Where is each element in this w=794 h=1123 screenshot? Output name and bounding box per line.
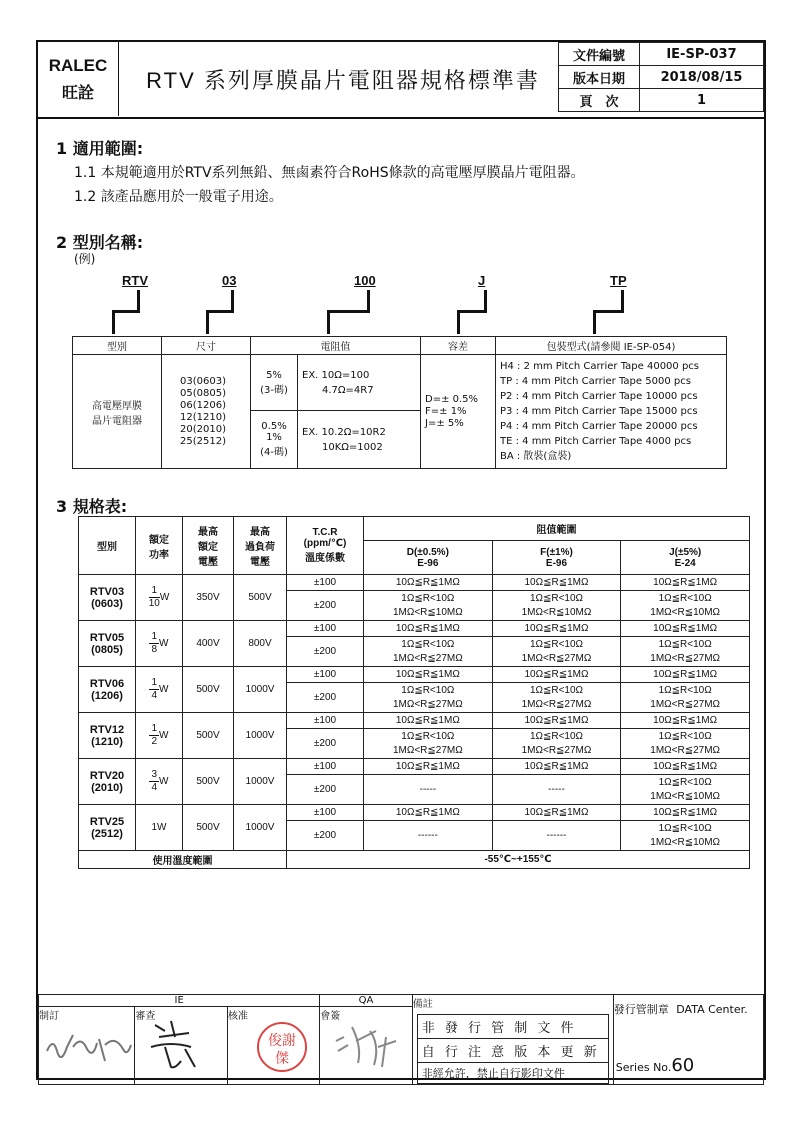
- range-cell: 10Ω≦R≦1MΩ: [364, 667, 493, 683]
- spec-body: [79, 575, 750, 851]
- hdr-max-overload: 最高 過負荷 電壓: [234, 517, 287, 575]
- row-tcr: ±100: [287, 575, 364, 591]
- range-cell: 1Ω≦R<10Ω 1MΩ<R≦27MΩ: [621, 637, 750, 667]
- row-tcr: ±200: [287, 821, 364, 851]
- connector: [484, 290, 487, 312]
- row-max-voltage: 350V: [183, 575, 234, 621]
- range-cell: 10Ω≦R≦1MΩ: [621, 575, 750, 591]
- control-stamp: [417, 1014, 609, 1084]
- row-power: [136, 759, 183, 805]
- range-cell: 1Ω≦R<10Ω 1MΩ<R≦10MΩ: [492, 591, 621, 621]
- section-1-line-2: 1.2 該產品應用於一般電子用途。: [74, 189, 283, 205]
- svg-text:俊謝: 俊謝: [267, 1033, 296, 1049]
- section-1-line-1: 1.1 本規範適用於RTV系列無鉛、無鹵素符合RoHS條款的高電壓厚膜晶片電阻器。: [74, 165, 585, 181]
- power-fraction: [149, 723, 159, 748]
- range-cell: 1Ω≦R<10Ω 1MΩ<R≦27MΩ: [364, 729, 493, 759]
- footer-series: [616, 1055, 695, 1076]
- row-max-voltage: 500V: [183, 713, 234, 759]
- code-resistance: 100: [354, 273, 376, 288]
- row-max-overload: 1000V: [234, 713, 287, 759]
- packaging-item: TP : 4 mm Pitch Carrier Tape 5000 pcs: [500, 376, 691, 387]
- row-type: RTV12 (1210): [79, 713, 136, 759]
- row-tcr: ±100: [287, 805, 364, 821]
- connector: [206, 310, 234, 313]
- packaging-item: BA : 散裝(盒裝): [500, 451, 572, 462]
- power-denominator: 8: [151, 644, 158, 655]
- power-numerator: 1: [151, 631, 158, 642]
- range-cell: 10Ω≦R≦1MΩ: [364, 575, 493, 591]
- connector: [367, 290, 370, 312]
- range-cell: 10Ω≦R≦1MΩ: [621, 667, 750, 683]
- connector: [206, 310, 209, 334]
- footer-sign: 會簽: [320, 1011, 341, 1022]
- series-label: Series No.: [615, 1061, 672, 1074]
- range-cell: 1Ω≦R<10Ω 1MΩ<R≦27MΩ: [492, 683, 621, 713]
- footer-made-cell: [39, 1007, 135, 1085]
- power-fraction: [149, 585, 160, 610]
- range-cell: ------: [364, 821, 493, 851]
- hdr-type: 型別: [79, 517, 136, 575]
- range-cell: 10Ω≦R≦1MΩ: [492, 621, 621, 637]
- code-type: RTV: [122, 273, 148, 288]
- col-header-size: 尺寸: [162, 337, 251, 355]
- footer-review-cell: [135, 1007, 227, 1085]
- footer-approve: 核准: [227, 1011, 248, 1022]
- power-denominator: 2: [151, 736, 158, 747]
- power-fraction: [149, 677, 159, 702]
- range-cell: ------: [492, 821, 621, 851]
- code-tolerance: J: [478, 273, 486, 288]
- example-label: (例): [74, 252, 96, 266]
- row-power: [136, 713, 183, 759]
- row-tcr: ±200: [287, 775, 364, 805]
- range-cell: 10Ω≦R≦1MΩ: [621, 759, 750, 775]
- footer-review: 審查: [135, 1011, 156, 1022]
- spec-row-tcr100: [79, 805, 750, 821]
- section-1-title: 1 適用範圍:: [56, 139, 144, 158]
- section-2-title: 2 型別名稱:: [56, 233, 144, 252]
- row-tcr: ±100: [287, 713, 364, 729]
- connector: [327, 310, 330, 334]
- res-1-example: EX. 10.2Ω=10R2 10KΩ=1002: [298, 411, 421, 469]
- hdr-d: D(±0.5%) E-96: [364, 541, 493, 575]
- series-number: 60: [671, 1055, 695, 1076]
- power-denominator: 10: [148, 598, 160, 609]
- row-tcr: ±100: [287, 667, 364, 683]
- connector: [137, 290, 140, 312]
- range-cell: 1Ω≦R<10Ω 1MΩ<R≦10MΩ: [621, 591, 750, 621]
- connector: [593, 310, 624, 313]
- row-max-overload: 800V: [234, 621, 287, 667]
- svg-text:傑: 傑: [274, 1051, 289, 1067]
- spec-table: [78, 516, 750, 869]
- footer-issue: 發行管制章: [613, 1003, 669, 1016]
- row-max-voltage: 500V: [183, 667, 234, 713]
- signature-made: [43, 1021, 133, 1071]
- connector: [457, 310, 487, 313]
- packaging-item: H4 : 2 mm Pitch Carrier Tape 40000 pcs: [500, 361, 700, 372]
- power-unit: W: [159, 776, 169, 788]
- col-header-resistance: 電阻值: [251, 337, 421, 355]
- row-tcr: ±200: [287, 591, 364, 621]
- range-cell: 10Ω≦R≦1MΩ: [492, 575, 621, 591]
- row-type: RTV20 (2010): [79, 759, 136, 805]
- res-5-percent: 5% (3-碼): [251, 355, 298, 411]
- row-type: RTV03 (0603): [79, 575, 136, 621]
- hdr-resistance-range: 阻值範圍: [364, 517, 750, 541]
- footer-table: [38, 994, 764, 1085]
- meta-label: 版本日期: [559, 66, 640, 89]
- model-code-table: [72, 336, 727, 469]
- hdr-tcr: T.C.R (ppm/℃) 溫度係數: [287, 517, 364, 575]
- header-divider: [36, 117, 766, 119]
- row-type: RTV05 (0805): [79, 621, 136, 667]
- range-cell: 1Ω≦R<10Ω 1MΩ<R≦27MΩ: [621, 683, 750, 713]
- row-max-voltage: 500V: [183, 759, 234, 805]
- row-max-voltage: 500V: [183, 805, 234, 851]
- signature-review: [141, 1017, 221, 1073]
- footer-datacenter: DATA Center.: [676, 1003, 748, 1016]
- range-cell: 10Ω≦R≦1MΩ: [364, 759, 493, 775]
- spec-row-tcr100: [79, 621, 750, 637]
- power-fraction: [149, 769, 159, 794]
- col-header-type: 型別: [73, 337, 162, 355]
- hdr-max-voltage: 最高 額定 電壓: [183, 517, 234, 575]
- connector: [457, 310, 460, 334]
- range-cell: 1Ω≦R<10Ω 1MΩ<R≦10MΩ: [364, 591, 493, 621]
- row-power: [136, 621, 183, 667]
- packaging-list: [496, 355, 727, 469]
- power-unit: W: [159, 730, 169, 742]
- packaging-item: P2 : 4 mm Pitch Carrier Tape 10000 pcs: [500, 391, 698, 402]
- range-cell: 10Ω≦R≦1MΩ: [621, 713, 750, 729]
- res-5-example: EX. 10Ω=100 4.7Ω=4R7: [298, 355, 421, 411]
- range-cell: 10Ω≦R≦1MΩ: [621, 805, 750, 821]
- spec-row-tcr100: [79, 575, 750, 591]
- footer-made: 制訂: [39, 1011, 59, 1022]
- footer-sign-cell: [320, 1007, 412, 1085]
- row-max-overload: 500V: [234, 575, 287, 621]
- row-max-overload: 1000V: [234, 759, 287, 805]
- row-power: [136, 805, 183, 851]
- spec-row-tcr100: [79, 713, 750, 729]
- stamp-line-2: 自 行 注 意 版 本 更 新: [418, 1039, 608, 1063]
- footer-approve-cell: [227, 1007, 319, 1085]
- connector: [593, 310, 596, 334]
- power-numerator: 1: [149, 585, 160, 598]
- connector: [621, 290, 624, 312]
- packaging-item: P3 : 4 mm Pitch Carrier Tape 15000 pcs: [500, 406, 698, 417]
- footer-ie: IE: [39, 995, 320, 1007]
- hdr-power: 額定 功率: [136, 517, 183, 575]
- meta-value: 1: [640, 89, 764, 112]
- footer-remarks: 備註: [412, 999, 433, 1010]
- range-cell: 1Ω≦R<10Ω 1MΩ<R≦10MΩ: [621, 775, 750, 805]
- res-1-percent: 0.5% 1% (4-碼): [251, 411, 298, 469]
- size-list: 03(0603) 05(0805) 06(1206) 12(1210) 20(2010) 25(2512): [162, 355, 251, 469]
- row-max-voltage: 400V: [183, 621, 234, 667]
- temp-value: -55℃~+155℃: [287, 851, 750, 869]
- power-unit: W: [159, 684, 169, 696]
- power-numerator: 1: [151, 677, 158, 688]
- row-max-overload: 1000V: [234, 667, 287, 713]
- range-cell: -----: [364, 775, 493, 805]
- stamp-line-3: 非經允許，禁止自行影印文件: [421, 1067, 565, 1080]
- meta-label: 文件編號: [559, 43, 640, 66]
- packaging-item: TE : 4 mm Pitch Carrier Tape 4000 pcs: [500, 436, 692, 447]
- range-cell: 1Ω≦R<10Ω 1MΩ<R≦27MΩ: [621, 729, 750, 759]
- meta-value: IE-SP-037: [640, 43, 764, 66]
- col-header-packaging: 包裝型式(請參閱 IE-SP-054): [496, 337, 727, 355]
- row-type: RTV06 (1206): [79, 667, 136, 713]
- document-meta: [558, 42, 764, 112]
- row-power: [136, 667, 183, 713]
- col-header-tolerance: 容差: [421, 337, 496, 355]
- meta-value: 2018/08/15: [640, 66, 764, 89]
- type-name: 高電壓厚膜 晶片電阻器: [73, 355, 162, 469]
- row-tcr: ±100: [287, 759, 364, 775]
- power-denominator: 4: [151, 690, 158, 701]
- range-cell: 1Ω≦R<10Ω 1MΩ<R≦27MΩ: [492, 729, 621, 759]
- packaging-item: P4 : 4 mm Pitch Carrier Tape 20000 pcs: [500, 421, 698, 432]
- document-title: RTV 系列厚膜晶片電阻器規格標準書: [146, 67, 540, 93]
- row-tcr: ±200: [287, 683, 364, 713]
- range-cell: 1Ω≦R<10Ω 1MΩ<R≦27MΩ: [492, 637, 621, 667]
- hdr-j: J(±5%) E-24: [621, 541, 750, 575]
- row-tcr: ±100: [287, 621, 364, 637]
- document-header: [36, 40, 766, 118]
- power-unit: 1W: [151, 822, 167, 833]
- range-cell: 10Ω≦R≦1MΩ: [492, 805, 621, 821]
- connector: [327, 310, 370, 313]
- code-size: 03: [222, 273, 237, 288]
- company-logo: RALEC 旺詮: [38, 42, 119, 116]
- hdr-f: F(±1%) E-96: [492, 541, 621, 575]
- spec-row-tcr100: [79, 759, 750, 775]
- meta-label: 頁 次: [559, 89, 640, 112]
- footer-qa: QA: [320, 995, 412, 1007]
- row-power: [136, 575, 183, 621]
- range-cell: 10Ω≦R≦1MΩ: [492, 667, 621, 683]
- range-cell: 10Ω≦R≦1MΩ: [492, 759, 621, 775]
- section-3-title: 3 規格表:: [56, 497, 128, 516]
- power-numerator: 3: [151, 769, 158, 780]
- footer-remarks-cell: [412, 995, 613, 1085]
- range-cell: 10Ω≦R≦1MΩ: [492, 713, 621, 729]
- spec-row-tcr100: [79, 667, 750, 683]
- range-cell: 10Ω≦R≦1MΩ: [621, 621, 750, 637]
- connector: [112, 310, 115, 334]
- power-numerator: 1: [151, 723, 158, 734]
- range-cell: 10Ω≦R≦1MΩ: [364, 805, 493, 821]
- range-cell: -----: [492, 775, 621, 805]
- power-fraction: [149, 631, 159, 656]
- range-cell: 10Ω≦R≦1MΩ: [364, 713, 493, 729]
- row-tcr: ±200: [287, 637, 364, 667]
- tolerance-list: D=± 0.5% F=± 1% J=± 5%: [421, 355, 496, 469]
- range-cell: 10Ω≦R≦1MΩ: [364, 621, 493, 637]
- row-tcr: ±200: [287, 729, 364, 759]
- temp-label: 使用溫度範圍: [79, 851, 287, 869]
- power-unit: W: [159, 592, 170, 604]
- footer-issue-cell: [613, 995, 763, 1085]
- row-type: RTV25 (2512): [79, 805, 136, 851]
- power-unit: W: [159, 638, 169, 650]
- connector: [112, 310, 140, 313]
- connector: [231, 290, 234, 312]
- code-packaging: TP: [610, 273, 627, 288]
- power-denominator: 4: [151, 782, 158, 793]
- range-cell: 1Ω≦R<10Ω 1MΩ<R≦10MΩ: [621, 821, 750, 851]
- range-cell: 1Ω≦R<10Ω 1MΩ<R≦27MΩ: [364, 637, 493, 667]
- approval-seal: [254, 1019, 310, 1075]
- stamp-line-1: 非 發 行 管 制 文 件: [418, 1015, 608, 1039]
- range-cell: 1Ω≦R<10Ω 1MΩ<R≦27MΩ: [364, 683, 493, 713]
- row-max-overload: 1000V: [234, 805, 287, 851]
- signature-cosign: [326, 1017, 406, 1073]
